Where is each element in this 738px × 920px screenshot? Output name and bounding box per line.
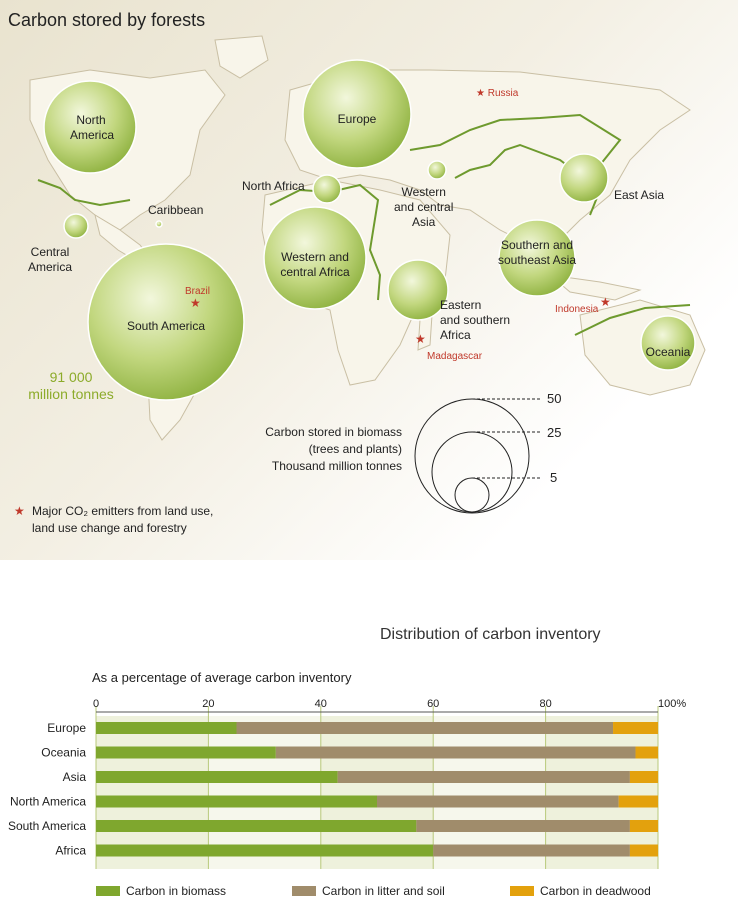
emitter-madagascar-star: ★ bbox=[415, 332, 426, 346]
label-southern-southeast-asia: Southern and southeast Asia bbox=[497, 238, 577, 267]
bar-segment bbox=[416, 820, 630, 832]
label-western-central-asia: Western and central Asia bbox=[394, 185, 454, 229]
y-category-label: South America bbox=[7, 819, 86, 833]
y-category-label: North America bbox=[9, 794, 86, 809]
scale-legend bbox=[415, 399, 540, 513]
circle-oceania bbox=[641, 316, 695, 370]
label-south-america: South America bbox=[126, 319, 206, 333]
total-carbon-unit: million tonnes bbox=[28, 386, 114, 402]
bar-segment bbox=[630, 771, 658, 783]
emitter-brazil-label: Brazil bbox=[185, 286, 211, 297]
x-tick-label: 40 bbox=[314, 698, 327, 710]
circle-north-africa bbox=[313, 175, 341, 203]
emitters-note-line1: Major CO₂ emitters from land use, bbox=[32, 504, 214, 518]
total-carbon bbox=[16, 369, 126, 403]
emitters-note-line2: land use change and forestry bbox=[32, 521, 187, 535]
x-tick-label: 0 bbox=[92, 698, 100, 710]
legend-item-biomass bbox=[96, 884, 226, 898]
label-north-africa: North Africa bbox=[242, 179, 305, 193]
bar-segment bbox=[377, 796, 619, 808]
label-western-central-africa: Western and central Africa bbox=[280, 250, 350, 279]
chart-subtitle: As a percentage of average carbon inventory bbox=[92, 670, 352, 685]
circle-east-asia bbox=[560, 154, 608, 202]
bar-segment bbox=[636, 747, 658, 759]
scale-value-25: 25 bbox=[547, 425, 562, 440]
label-europe: Europe bbox=[337, 112, 377, 126]
legend-item-deadwood bbox=[510, 884, 651, 898]
emitter-indonesia-star: ★ bbox=[600, 295, 611, 309]
legend-label-deadwood: Carbon in deadwood bbox=[540, 884, 651, 898]
bar-segment bbox=[96, 796, 377, 808]
y-category-label: Oceania bbox=[41, 745, 86, 760]
map-title: Carbon stored by forests bbox=[8, 10, 206, 30]
x-tick-label: 80 bbox=[539, 698, 552, 710]
label-oceania: Oceania bbox=[645, 345, 691, 359]
label-eastern-southern-africa: Eastern and southern Africa bbox=[440, 298, 511, 342]
emitter-indonesia-label: Indonesia bbox=[555, 304, 599, 315]
label-central-america: Central America bbox=[28, 245, 73, 274]
bar-segment bbox=[96, 820, 416, 832]
bar-segment bbox=[630, 845, 658, 857]
emitter-brazil-star: ★ bbox=[190, 296, 201, 310]
scale-caption: Carbon stored in biomass (trees and plants) Thousand million tonnes bbox=[265, 425, 402, 473]
scale-value-5: 5 bbox=[550, 470, 558, 485]
legend-label-litter-soil: Carbon in litter and soil bbox=[322, 884, 445, 898]
label-east-asia: East Asia bbox=[614, 188, 665, 202]
scale-circle-25 bbox=[432, 432, 512, 512]
emitter-russia-label: Russia bbox=[487, 88, 519, 99]
carbon-inventory-bar-chart bbox=[0, 690, 738, 880]
x-tick-label: 60 bbox=[427, 698, 440, 710]
label-north-america: North America bbox=[70, 113, 115, 142]
bar-segment bbox=[630, 820, 658, 832]
legend-item-litter-soil bbox=[292, 884, 445, 898]
scale-circle-50 bbox=[415, 399, 529, 513]
bar-segment bbox=[613, 722, 658, 734]
label-caribbean: Caribbean bbox=[148, 203, 204, 217]
circle-eastern-southern-africa bbox=[388, 260, 448, 320]
legend-swatch-biomass bbox=[96, 886, 120, 896]
bar-segment bbox=[237, 722, 614, 734]
bar-segment bbox=[619, 796, 658, 808]
bar-segment bbox=[276, 747, 636, 759]
y-category-label: Europe bbox=[47, 721, 86, 735]
bar-segment bbox=[433, 845, 630, 857]
emitter-madagascar-label: Madagascar bbox=[427, 351, 483, 362]
land-greenland bbox=[215, 36, 268, 78]
bar-segment bbox=[96, 722, 237, 734]
scale-value-50: 50 bbox=[547, 391, 562, 406]
legend-swatch-litter-soil bbox=[292, 886, 316, 896]
bar-segment bbox=[96, 747, 276, 759]
bar-segment bbox=[338, 771, 630, 783]
circle-central-america bbox=[64, 214, 88, 238]
legend-swatch-deadwood bbox=[510, 886, 534, 896]
chart-title: Distribution of carbon inventory bbox=[380, 626, 601, 643]
total-carbon-value: 91 000 bbox=[49, 369, 93, 385]
emitters-note bbox=[14, 503, 214, 537]
circle-western-central-asia bbox=[428, 161, 446, 179]
x-tick-label: 100% bbox=[658, 698, 687, 710]
y-category-label: Asia bbox=[62, 770, 86, 784]
x-tick-label: 20 bbox=[202, 698, 215, 710]
circle-caribbean bbox=[156, 221, 162, 227]
scale-circle-5 bbox=[455, 478, 489, 512]
y-category-label: Africa bbox=[55, 843, 86, 858]
legend-label-biomass: Carbon in biomass bbox=[126, 884, 227, 898]
bar-segment bbox=[96, 845, 433, 857]
emitter-star-icon: ★ bbox=[14, 504, 25, 518]
emitter-russia: ★ Russia bbox=[476, 88, 519, 99]
bar-segment bbox=[96, 771, 338, 783]
